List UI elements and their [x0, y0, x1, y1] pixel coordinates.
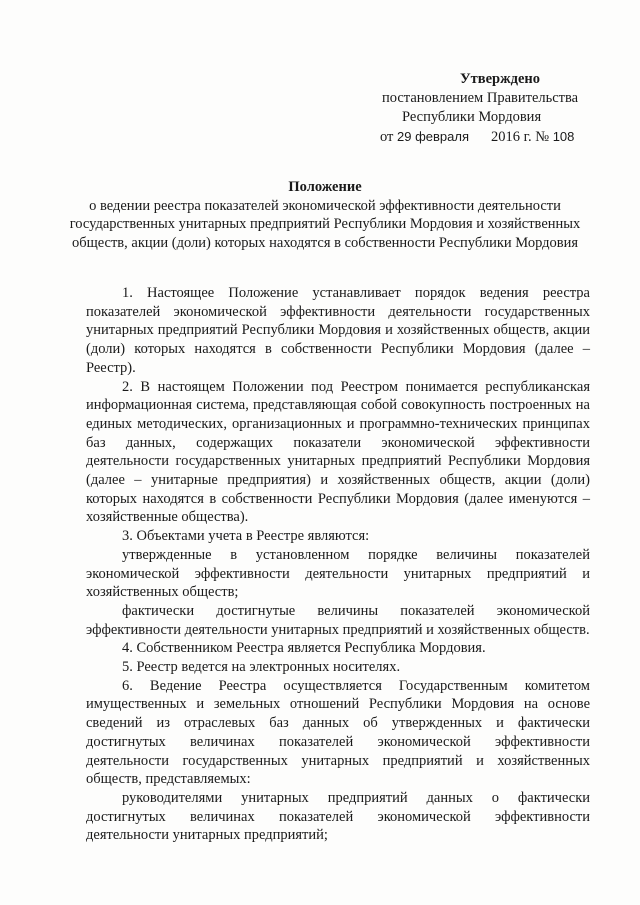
- paragraph-3-item-approved: утвержденные в установленном порядке величины показателей экономической эффективности деятельности унитарных предприятий и хозяйственных обществ;: [86, 546, 590, 601]
- approval-date-line: [372, 127, 612, 147]
- approval-number-handwritten: 108: [552, 129, 575, 144]
- approval-line-republic: Республики Мордовия: [402, 109, 542, 125]
- approval-date-prefix: от: [380, 129, 394, 145]
- paragraph-3: 3. Объектами учета в Реестре являются:: [122, 528, 370, 545]
- paragraph-5: 5. Реестр ведется на электронных носителях.: [122, 659, 401, 676]
- approval-title: Утверждено: [460, 71, 540, 87]
- paragraph-1: 1. Настоящее Положение устанавливает порядок ведения реестра показателей экономической эффективности деятельности государственных унитарных предприятий Республики Мордовия и хозяйственных обществ, акции (доли) которых находятся в собственности Республики Мордовия (далее – Реестр).: [86, 285, 590, 376]
- paragraph-3-item-actual: фактически достигнутые величины показателей экономической эффективности деятельности унитарных предприятий и хозяйственных обществ.: [86, 602, 590, 638]
- approval-block: [372, 70, 612, 147]
- paragraph-4: 4. Собственником Реестра является Республика Мордовия.: [122, 640, 486, 657]
- paragraph-6-item-heads: руководителями унитарных предприятий данных о фактически достигнутых величинах показателей экономической эффективности деятельности унитарных предприятий;: [86, 789, 590, 844]
- paragraph-2: 2. В настоящем Положении под Реестром понимается республиканская информационная система, представляющая собой совокупность построенных на единых методических, организационных и программно-технических принципах баз данных, содержащих показатели экономической эффективности деятельности государственных унитарных предприятий Республики Мордовия (далее – унитарные предприятия) и хозяйственных обществ, акции (доли) которых находятся в собственности Республики Мордовия (далее именуются – хозяйственные общества).: [86, 378, 590, 526]
- approval-line-decree: постановлением Правительства: [382, 90, 579, 106]
- document-body: [86, 284, 590, 845]
- paragraph-6: 6. Ведение Реестра осуществляется Государственным комитетом имущественных и земельных отношений Республики Мордовия на основе сведений из отраслевых баз данных об утвержденных и фактически достигнутых величинах показателей экономической эффективности деятельности государственных унитарных предприятий и хозяйственных обществ, представляемых:: [86, 677, 590, 788]
- document-heading: [60, 178, 590, 252]
- approval-year: 2016 г. №: [491, 129, 550, 145]
- approval-date-handwritten: 29 февраля: [397, 129, 470, 144]
- document-title: Положение: [288, 179, 362, 195]
- document-subtitle: о ведении реестра показателей экономической эффективности деятельности государственных унитарных предприятий Республики Мордовия и хозяйственных обществ, акции (доли) которых находятся в собственности Республики Мордовия: [69, 197, 581, 251]
